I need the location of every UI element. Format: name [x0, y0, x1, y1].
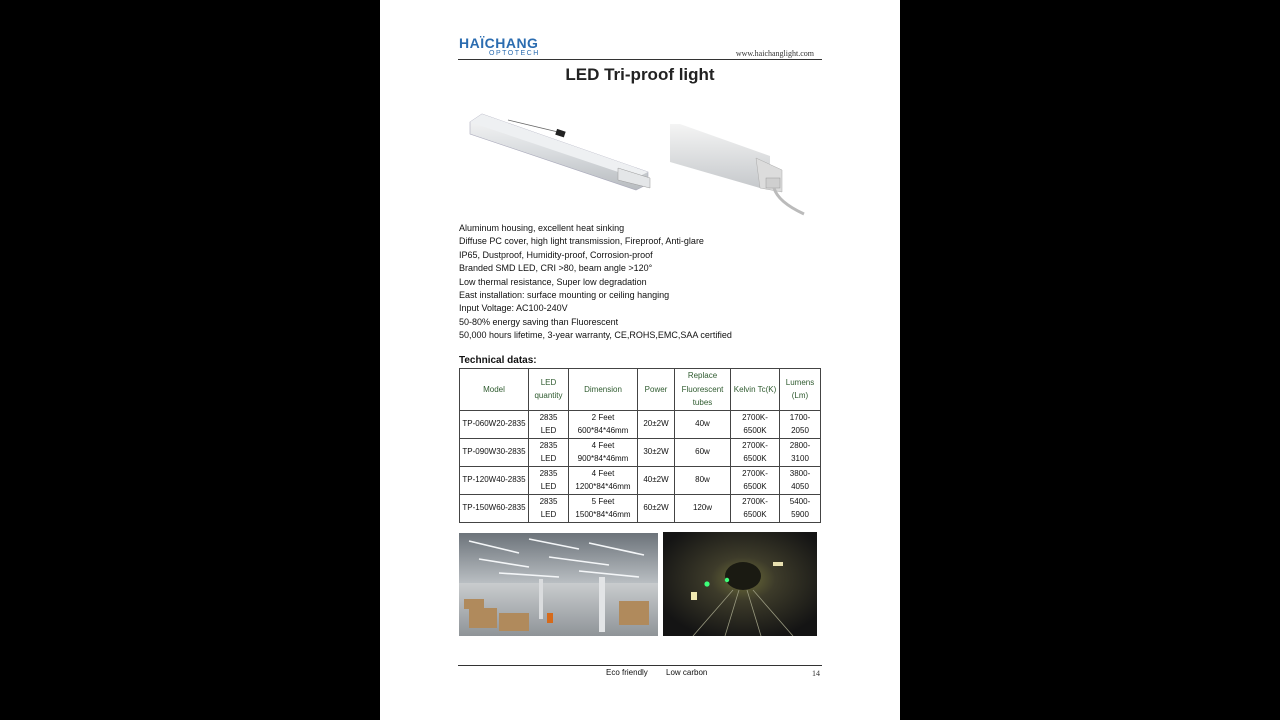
cell-kelvin: 2700K-6500K — [731, 494, 780, 522]
company-logo — [459, 36, 540, 58]
table-row — [460, 410, 821, 438]
header-model: Model — [460, 369, 529, 411]
header-dimension: Dimension — [569, 369, 638, 411]
header-power: Power — [638, 369, 675, 411]
tunnel-photo — [663, 532, 817, 636]
technical-data-heading: Technical datas: — [459, 355, 537, 366]
footer-low-carbon: Low carbon — [666, 668, 708, 677]
cell-replace-tubes: 120w — [675, 494, 731, 522]
cell-led-quantity: 2835 LED — [529, 410, 569, 438]
feature-item: Diffuse PC cover, high light transmission, Fireproof, Anti-glare — [459, 236, 704, 247]
feature-item: Aluminum housing, excellent heat sinking — [459, 223, 625, 233]
cell-replace-tubes: 80w — [675, 466, 731, 494]
cell-kelvin: 2700K-6500K — [731, 466, 780, 494]
logo-sub-text: OPTOTECH — [489, 50, 540, 57]
product-image-endcap — [670, 122, 810, 217]
cell-model: TP-150W60-2835 — [460, 494, 529, 522]
logo-main-text: HAÏCHANG — [459, 35, 539, 51]
cell-dimension: 2 Feet 600*84*46mm — [569, 410, 638, 438]
page-title: LED Tri-proof light — [565, 65, 715, 84]
cell-kelvin: 2700K-6500K — [731, 410, 780, 438]
header-led-quantity: LED quantity — [529, 369, 569, 411]
cell-power: 60±2W — [638, 494, 675, 522]
product-image-fixture — [468, 110, 658, 200]
feature-item: Branded SMD LED, CRI >80, beam angle >120° — [459, 263, 653, 274]
header-lumens: Lumens (Lm) — [780, 369, 821, 411]
warehouse-photo — [459, 533, 658, 636]
footer-divider — [458, 665, 822, 666]
cell-led-quantity: 2835 LED — [529, 494, 569, 522]
cell-model: TP-120W40-2835 — [460, 466, 529, 494]
cell-dimension: 5 Feet 1500*84*46mm — [569, 494, 638, 522]
table-row — [460, 494, 821, 522]
table-row — [460, 438, 821, 466]
cell-power: 40±2W — [638, 466, 675, 494]
cell-led-quantity: 2835 LED — [529, 466, 569, 494]
table-row — [460, 466, 821, 494]
cell-dimension: 4 Feet 1200*84*46mm — [569, 466, 638, 494]
page-number: 14 — [812, 669, 820, 678]
cell-lumens: 5400-5900 — [780, 494, 821, 522]
feature-list — [459, 222, 732, 343]
spec-table — [459, 368, 821, 523]
footer-eco-friendly: Eco friendly — [606, 668, 648, 677]
cell-dimension: 4 Feet 900*84*46mm — [569, 438, 638, 466]
table-header-row — [460, 369, 821, 411]
feature-item: East installation: surface mounting or ceiling hanging — [459, 290, 670, 301]
document-page — [380, 0, 900, 720]
header-divider — [458, 59, 822, 60]
cell-lumens: 2800-3100 — [780, 438, 821, 466]
feature-item: 50-80% energy saving than Fluorescent — [459, 316, 619, 327]
header-replace-tubes: Replace Fluorescent tubes — [675, 369, 731, 411]
feature-item: Low thermal resistance, Super low degradation — [459, 276, 647, 287]
cell-power: 30±2W — [638, 438, 675, 466]
cell-lumens: 1700-2050 — [780, 410, 821, 438]
header-kelvin: Kelvin Tc(K) — [731, 369, 780, 411]
cell-kelvin: 2700K-6500K — [731, 438, 780, 466]
cell-lumens: 3800-4050 — [780, 466, 821, 494]
cell-model: TP-060W20-2835 — [460, 410, 529, 438]
feature-item: IP65, Dustproof, Humidity-proof, Corrosion-proof — [459, 249, 653, 260]
feature-item: 50,000 hours lifetime, 3-year warranty, CE,ROHS,EMC,SAA certified — [459, 330, 732, 341]
cell-replace-tubes: 40w — [675, 410, 731, 438]
cell-power: 20±2W — [638, 410, 675, 438]
cell-led-quantity: 2835 LED — [529, 438, 569, 466]
feature-item: Input Voltage: AC100-240V — [459, 303, 568, 314]
cell-replace-tubes: 60w — [675, 438, 731, 466]
website-url: www.haichanglight.com — [735, 49, 814, 58]
cell-model: TP-090W30-2835 — [460, 438, 529, 466]
